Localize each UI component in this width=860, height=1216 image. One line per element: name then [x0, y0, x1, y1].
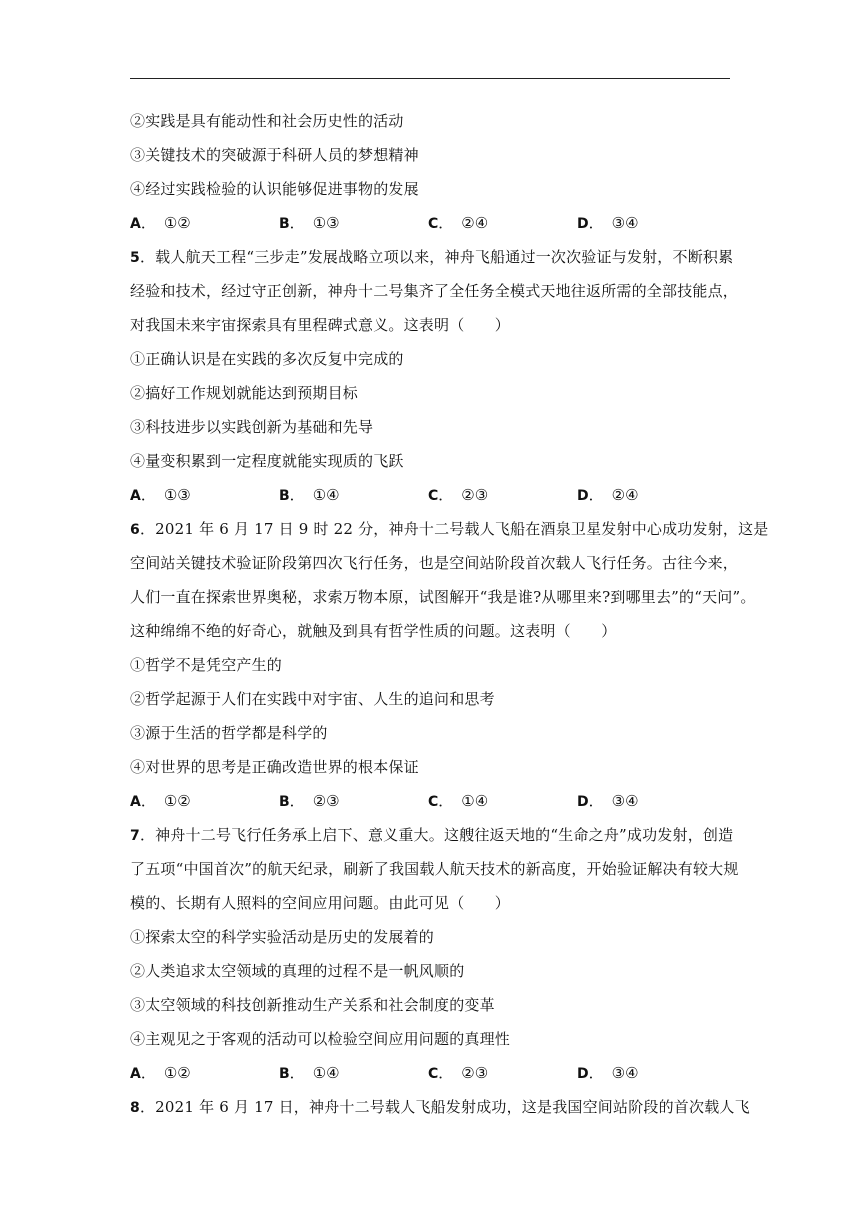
q5-options: [130, 478, 730, 512]
q7-option-c[interactable]: C． ②③: [428, 1064, 489, 1082]
q6-options: [130, 784, 730, 818]
q4-option-b[interactable]: B． ①③: [279, 214, 340, 232]
q5-stem-line-2: 经验和技术，经过守正创新，神舟十二号集齐了全任务全模式天地往返所需的全部技能点，: [130, 282, 739, 300]
q5-number: 5: [130, 250, 140, 266]
q6-item-1: ①哲学不是凭空产生的: [130, 656, 283, 674]
q6-option-b[interactable]: B． ②③: [279, 792, 340, 810]
q6-stem-line-1: 6．2021 年 6 月 17 日 9 时 22 分，神舟十二号载人飞船在酒泉卫星发射中心成功发射，这是: [130, 520, 769, 538]
q5-item-4: ④量变积累到一定程度就能实现质的飞跃: [130, 452, 404, 470]
q5-item-3: ③科技进步以实践创新为基础和先导: [130, 418, 374, 436]
q6-stem-line-3: 人们一直在探索世界奥秘，求索万物本原，试图解开“我是谁?从哪里来?到哪里去”的“天问”。: [130, 588, 756, 606]
q7-option-d[interactable]: D． ③④: [577, 1064, 639, 1082]
q8-stem-line-1: 8．2021 年 6 月 17 日，神舟十二号载人飞船发射成功，这是我国空间站阶段的首次载人飞: [130, 1098, 750, 1116]
q5-option-d[interactable]: D． ②④: [577, 486, 639, 504]
q6-option-d[interactable]: D． ③④: [577, 792, 639, 810]
q6-stem-line-2: 空间站关键技术验证阶段第四次飞行任务，也是空间站阶段首次载人飞行任务。古往今来，: [130, 554, 739, 572]
q7-option-a[interactable]: A． ①②: [130, 1064, 191, 1082]
q6-option-a[interactable]: A． ①②: [130, 792, 191, 810]
q6-item-3: ③源于生活的哲学都是科学的: [130, 724, 328, 742]
q5-option-c[interactable]: C． ②③: [428, 486, 489, 504]
q6-option-c[interactable]: C． ①④: [428, 792, 489, 810]
header-rule: [130, 78, 730, 79]
q5-option-b[interactable]: B． ①④: [279, 486, 340, 504]
q5-stem-line-3: 对我国未来宇宙探索具有里程碑式意义。这表明（ ）: [130, 316, 511, 334]
q6-number: 6: [130, 522, 140, 538]
q6-stem-line-4: 这种绵绵不绝的好奇心，就触及到具有哲学性质的问题。这表明（ ）: [130, 622, 617, 640]
q5-option-a[interactable]: A． ①③: [130, 486, 191, 504]
q7-item-1: ①探索太空的科学实验活动是历史的发展着的: [130, 928, 435, 946]
question-8: [130, 1090, 750, 1124]
q7-stem-line-1: 7．神舟十二号飞行任务承上启下、意义重大。这艘往返天地的“生命之舟”成功发射，创造: [130, 826, 734, 844]
q4-items: [130, 104, 730, 206]
q5-stem-line-1: 5．载人航天工程“三步走”发展战略立项以来，神舟飞船通过一次次验证与发射，不断积累: [130, 248, 734, 266]
q4-options: [130, 206, 730, 240]
q6-item-4: ④对世界的思考是正确改造世界的根本保证: [130, 758, 419, 776]
q7-item-2: ②人类追求太空领域的真理的过程不是一帆风顺的: [130, 962, 465, 980]
q6-item-2: ②哲学起源于人们在实践中对宇宙、人生的追问和思考: [130, 690, 495, 708]
q4-option-d[interactable]: D． ③④: [577, 214, 639, 232]
question-7: [130, 818, 739, 1090]
exam-page: [130, 104, 769, 1124]
q5-item-1: ①正确认识是在实践的多次反复中完成的: [130, 350, 404, 368]
question-6: [130, 512, 769, 818]
q7-stem-line-3: 模的、长期有人照料的空间应用问题。由此可见（ ）: [130, 894, 511, 912]
q7-item-4: ④主观见之于客观的活动可以检验空间应用问题的真理性: [130, 1030, 511, 1048]
q4-item-4: ④经过实践检验的认识能够促进事物的发展: [130, 180, 419, 198]
q8-number: 8: [130, 1100, 140, 1116]
q5-item-2: ②搞好工作规划就能达到预期目标: [130, 384, 359, 402]
q4-option-c[interactable]: C． ②④: [428, 214, 489, 232]
q7-item-3: ③太空领域的科技创新推动生产关系和社会制度的变革: [130, 996, 495, 1014]
q7-stem-line-2: 了五项“中国首次”的航天纪录，刷新了我国载人航天技术的新高度，开始验证解决有较大规: [130, 860, 739, 878]
question-5: [130, 240, 739, 512]
q4-option-a[interactable]: A． ①②: [130, 214, 191, 232]
q4-item-3: ③关键技术的突破源于科研人员的梦想精神: [130, 146, 419, 164]
q7-option-b[interactable]: B． ①④: [279, 1064, 340, 1082]
q4-item-2: ②实践是具有能动性和社会历史性的活动: [130, 112, 404, 130]
q7-options: [130, 1056, 730, 1090]
q7-number: 7: [130, 828, 140, 844]
